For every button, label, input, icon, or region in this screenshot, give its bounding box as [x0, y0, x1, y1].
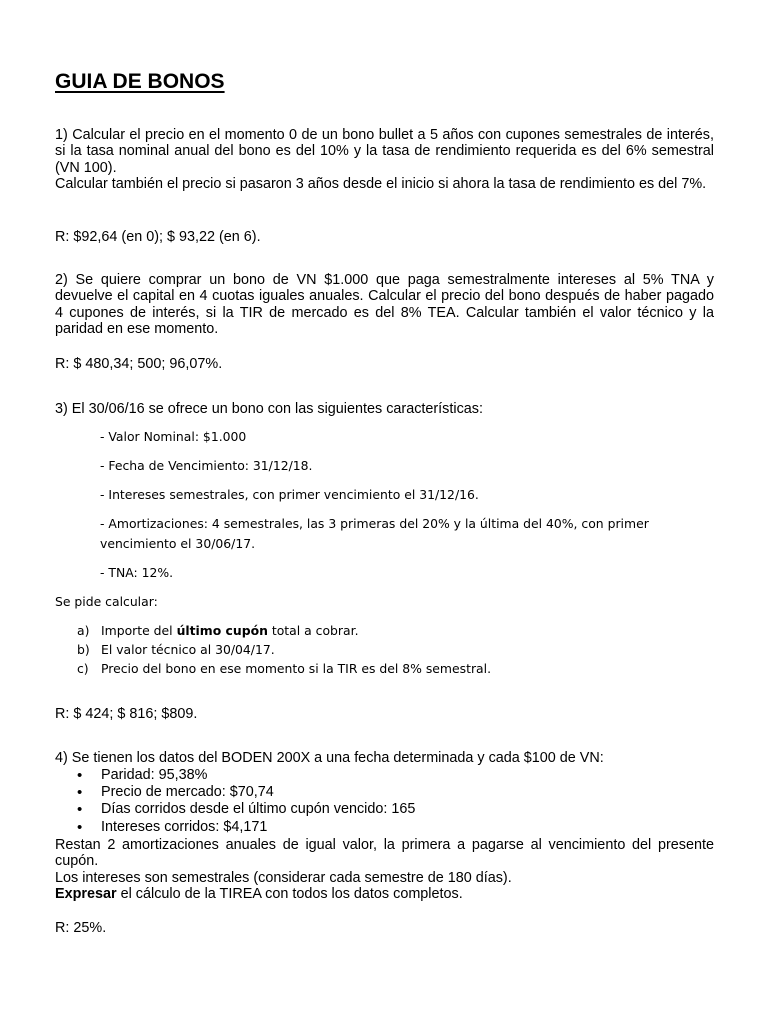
feature-item: - Amortizaciones: 4 semestrales, las 3 primeras del 20% y la última del 40%, con primer vencimiento el 30/06/17.: [100, 516, 649, 551]
bullet-item: • Precio de mercado: $70,74: [77, 784, 415, 801]
list-text: Precio del bono en ese momento si la TIR es del 8% semestral.: [101, 661, 492, 676]
bullet-item: • Paridad: 95,38%: [77, 767, 415, 784]
feature-item: - Intereses semestrales, con primer vencimiento el 31/12/16.: [100, 487, 479, 502]
question-2-text: 2) Se quiere comprar un bono de VN $1.000 que paga semestralmente intereses al 5% TNA y devuelve el capital en 4 cuotas iguales anuales. Calcular el precio del bono después de haber pagado 4 cupones de interés, si la TIR de mercado es del 8% TEA. Calcular también el valor técnico y la paridad en ese momento.: [55, 272, 714, 338]
question-4-line-3-rest: el cálculo de la TIREA con todos los datos completos.: [116, 886, 463, 903]
list-item: [77, 640, 491, 659]
list-text-bold: último cupón: [176, 623, 268, 638]
question-4-line-2: Los intereses son semestrales (considerar cada semestre de 180 días).: [55, 869, 512, 886]
emphasis-text: Expresar: [55, 886, 117, 903]
question-3-ask: Se pide calcular:: [55, 594, 158, 609]
feature-item: - Valor Nominal: $1.000: [100, 429, 247, 444]
question-4-line-1: Restan 2 amortizaciones anuales de igual valor, la primera a pagarse al vencimiento del presente cupón.: [55, 837, 714, 870]
list-text: Importe del: [101, 623, 177, 638]
question-3-intro: 3) El 30/06/16 se ofrece un bono con las siguientes características:: [55, 401, 483, 417]
bullet-item: • Intereses corridos: $4,171: [77, 819, 415, 836]
question-4-bullets: [77, 767, 415, 836]
list-item: [77, 621, 491, 640]
answer-4: R: 25%.: [55, 920, 107, 936]
answer-3: R: $ 424; $ 816; $809.: [55, 706, 198, 722]
question-1-text-2: Calcular también el precio si pasaron 3 años desde el inicio si ahora la tasa de rendimiento es del 7%.: [55, 176, 707, 193]
answer-2: R: $ 480,34; 500; 96,07%.: [55, 356, 223, 372]
question-1-text: 1) Calcular el precio en el momento 0 de un bono bullet a 5 años con cupones semestrales de interés, si la tasa nominal anual del bono es del 10% y la tasa de rendimiento requerida es del 6% semestral (VN 100).: [55, 127, 714, 176]
feature-item: - TNA: 12%.: [100, 565, 174, 580]
question-4-body: [55, 837, 714, 903]
list-marker: a): [77, 623, 90, 638]
question-4-intro: 4) Se tienen los datos del BODEN 200X a una fecha determinada y cada $100 de VN:: [55, 750, 604, 766]
page-title: GUIA DE BONOS: [55, 70, 225, 93]
question-1: [55, 127, 714, 193]
question-3-list: [77, 621, 491, 678]
bullet-item: • Días corridos desde el último cupón vencido: 165: [77, 801, 415, 818]
question-2: [55, 272, 714, 338]
feature-item: - Fecha de Vencimiento: 31/12/18.: [100, 458, 313, 473]
list-text: total a cobrar.: [267, 623, 359, 638]
answer-1: R: $92,64 (en 0); $ 93,22 (en 6).: [55, 229, 261, 245]
list-marker: c): [77, 661, 89, 676]
list-item: [77, 659, 491, 678]
list-marker: b): [77, 642, 90, 657]
list-text: El valor técnico al 30/04/17.: [101, 642, 275, 657]
question-4-line-3: [55, 886, 714, 902]
